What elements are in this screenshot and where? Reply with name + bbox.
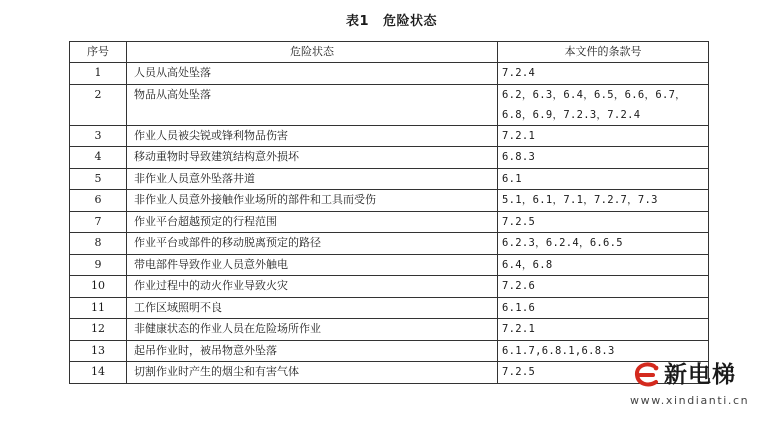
hazard-table (69, 41, 709, 384)
table-row (70, 211, 709, 233)
table-row (70, 254, 709, 276)
header-clause: 本文件的条款号 (498, 42, 709, 63)
row-index: 10 (70, 276, 127, 298)
row-index: 4 (70, 147, 127, 169)
row-hazard-state: 作业平台或部件的移动脱离预定的路径 (127, 233, 498, 255)
site-watermark (628, 358, 773, 416)
row-hazard-state: 切割作业时产生的烟尘和有害气体 (127, 362, 498, 384)
table-row (70, 319, 709, 341)
watermark-url: www.xindianti.cn (630, 394, 750, 407)
row-hazard-state: 非作业人员意外接触作业场所的部件和工具而受伤 (127, 190, 498, 212)
row-index: 6 (70, 190, 127, 212)
row-index: 1 (70, 63, 127, 85)
row-clause: 7.2.5 (498, 211, 709, 233)
header-index: 序号 (70, 42, 127, 63)
row-hazard-state: 移动重物时导致建筑结构意外损坏 (127, 147, 498, 169)
row-index: 9 (70, 254, 127, 276)
row-index: 8 (70, 233, 127, 255)
table-row (70, 297, 709, 319)
row-hazard-state: 非作业人员意外坠落井道 (127, 168, 498, 190)
row-index: 11 (70, 297, 127, 319)
table-row (70, 63, 709, 85)
table-row (70, 276, 709, 298)
row-hazard-state: 作业人员被尖锐或锋利物品伤害 (127, 125, 498, 147)
table-row (70, 147, 709, 169)
row-clause: 6.2，6.3，6.4，6.5，6.6，6.7，6.8，6.9，7.2.3，7.2.4 (498, 84, 709, 125)
row-hazard-state: 物品从高处坠落 (127, 84, 498, 125)
table-row (70, 84, 709, 125)
row-clause: 6.1 (498, 168, 709, 190)
table-row (70, 233, 709, 255)
table-row (70, 362, 709, 384)
table-row (70, 190, 709, 212)
row-hazard-state: 作业平台超越预定的行程范围 (127, 211, 498, 233)
table-number: 表1 (345, 14, 370, 29)
table-caption (0, 10, 783, 29)
table-header-row (70, 42, 709, 63)
table-row (70, 168, 709, 190)
row-clause: 5.1，6.1，7.1，7.2.7，7.3 (498, 190, 709, 212)
row-index: 5 (70, 168, 127, 190)
row-clause: 6.1.7,6.8.1,6.8.3 (498, 340, 709, 362)
row-clause: 6.4，6.8 (498, 254, 709, 276)
watermark-name: 新电梯 (664, 362, 736, 388)
row-clause: 7.2.1 (498, 319, 709, 341)
row-clause: 7.2.6 (498, 276, 709, 298)
table-row (70, 340, 709, 362)
row-hazard-state: 人员从高处坠落 (127, 63, 498, 85)
row-clause: 6.2.3，6.2.4，6.6.5 (498, 233, 709, 255)
row-clause: 7.2.5 (498, 362, 709, 384)
row-index: 3 (70, 125, 127, 147)
elevator-logo-icon (632, 360, 662, 390)
table-title: 危险状态 (383, 14, 438, 29)
row-hazard-state: 作业过程中的动火作业导致火灾 (127, 276, 498, 298)
row-index: 7 (70, 211, 127, 233)
row-hazard-state: 工作区域照明不良 (127, 297, 498, 319)
row-clause: 7.2.1 (498, 125, 709, 147)
row-index: 14 (70, 362, 127, 384)
row-hazard-state: 起吊作业时，被吊物意外坠落 (127, 340, 498, 362)
row-clause: 6.8.3 (498, 147, 709, 169)
row-hazard-state: 带电部件导致作业人员意外触电 (127, 254, 498, 276)
table-row (70, 125, 709, 147)
row-index: 2 (70, 84, 127, 125)
row-clause: 7.2.4 (498, 63, 709, 85)
row-hazard-state: 非健康状态的作业人员在危险场所作业 (127, 319, 498, 341)
row-clause: 6.1.6 (498, 297, 709, 319)
header-hazard-state: 危险状态 (127, 42, 498, 63)
row-index: 12 (70, 319, 127, 341)
row-index: 13 (70, 340, 127, 362)
